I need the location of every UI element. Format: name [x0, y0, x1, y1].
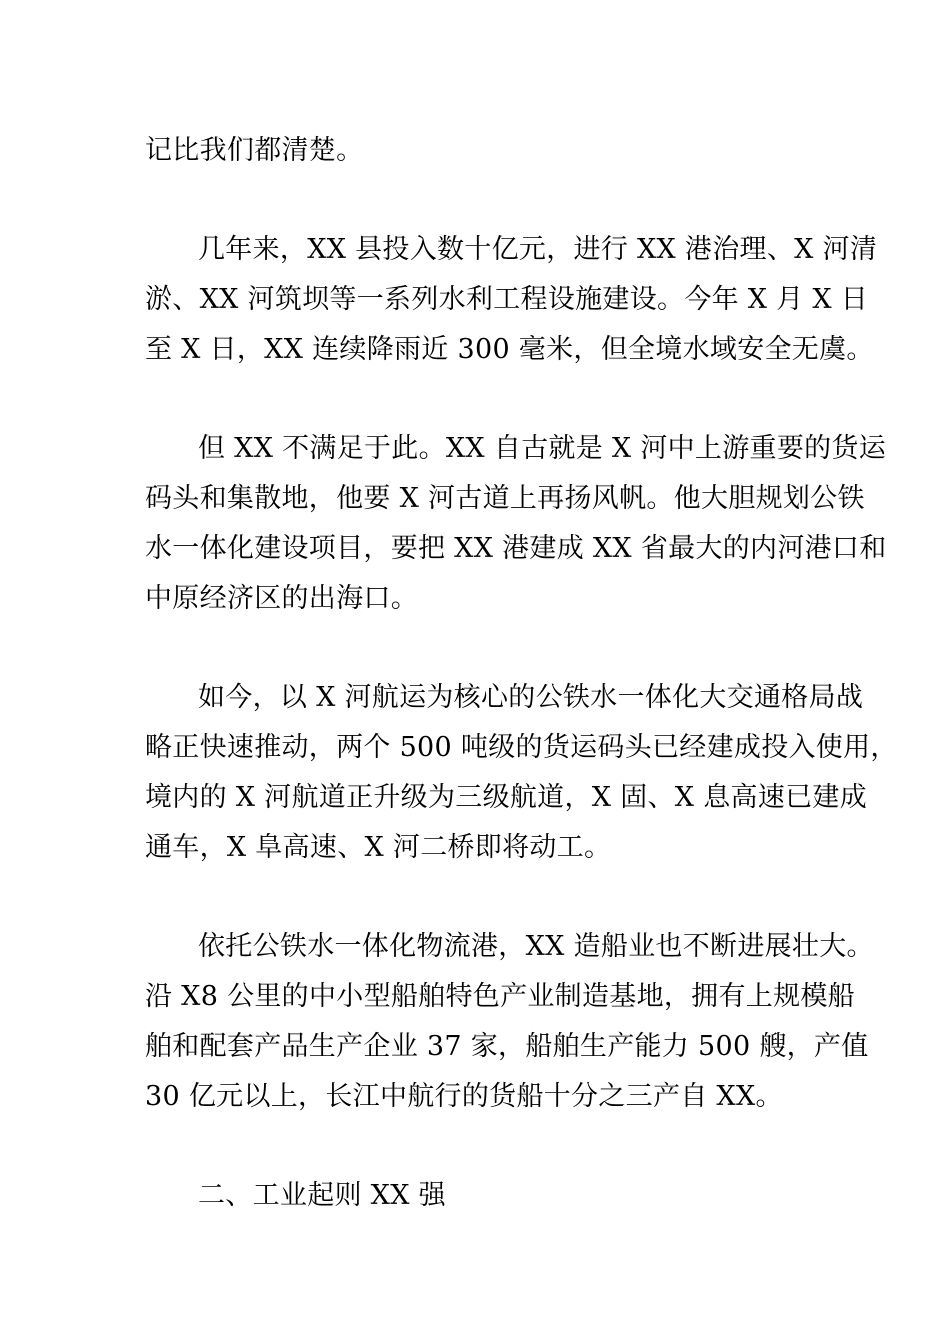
text-line: 至 X 日，XX 连续降雨近 300 毫米，但全境水域安全无虞。	[145, 334, 874, 365]
text-line: 通车，X 阜高速、X 河二桥即将动工。	[145, 832, 612, 863]
section-heading: 二、工业起则 XX 强	[198, 1180, 446, 1211]
text-line: 中原经济区的出海口。	[145, 583, 418, 614]
text-line: 略正快速推动，两个 500 吨级的货运码头已经建成投入使用，	[145, 732, 898, 763]
paragraph-first-line: 但 XX 不满足于此。XX 自古就是 X 河中上游重要的货运	[198, 433, 887, 464]
text-line: 30 亿元以上，长江中航行的货船十分之三产自 XX。	[145, 1081, 783, 1112]
text-line: 境内的 X 河航道正升级为三级航道，X 固、X 息高速已建成	[145, 782, 867, 813]
paragraph-first-line: 依托公铁水一体化物流港，XX 造船业也不断进展壮大。	[198, 931, 874, 962]
paragraph-first-line: 如今，以 X 河航运为核心的公铁水一体化大交通格局战	[198, 682, 864, 713]
text-line: 码头和集散地，他要 X 河古道上再扬风帆。他大胆规划公铁	[145, 483, 865, 514]
text-line: 水一体化建设项目，要把 XX 港建成 XX 省最大的内河港口和	[145, 533, 887, 564]
text-line: 淤、XX 河筑坝等一系列水利工程设施建设。今年 X 月 X 日	[145, 284, 869, 315]
paragraph-first-line: 几年来，XX 县投入数十亿元，进行 XX 港治理、X 河清	[198, 234, 878, 265]
text-line: 沿 X8 公里的中小型船舶特色产业制造基地，拥有上规模船	[145, 981, 855, 1012]
text-line: 舶和配套产品生产企业 37 家，船舶生产能力 500 艘，产值	[145, 1031, 869, 1062]
text-line: 记比我们都清楚。	[145, 135, 364, 166]
